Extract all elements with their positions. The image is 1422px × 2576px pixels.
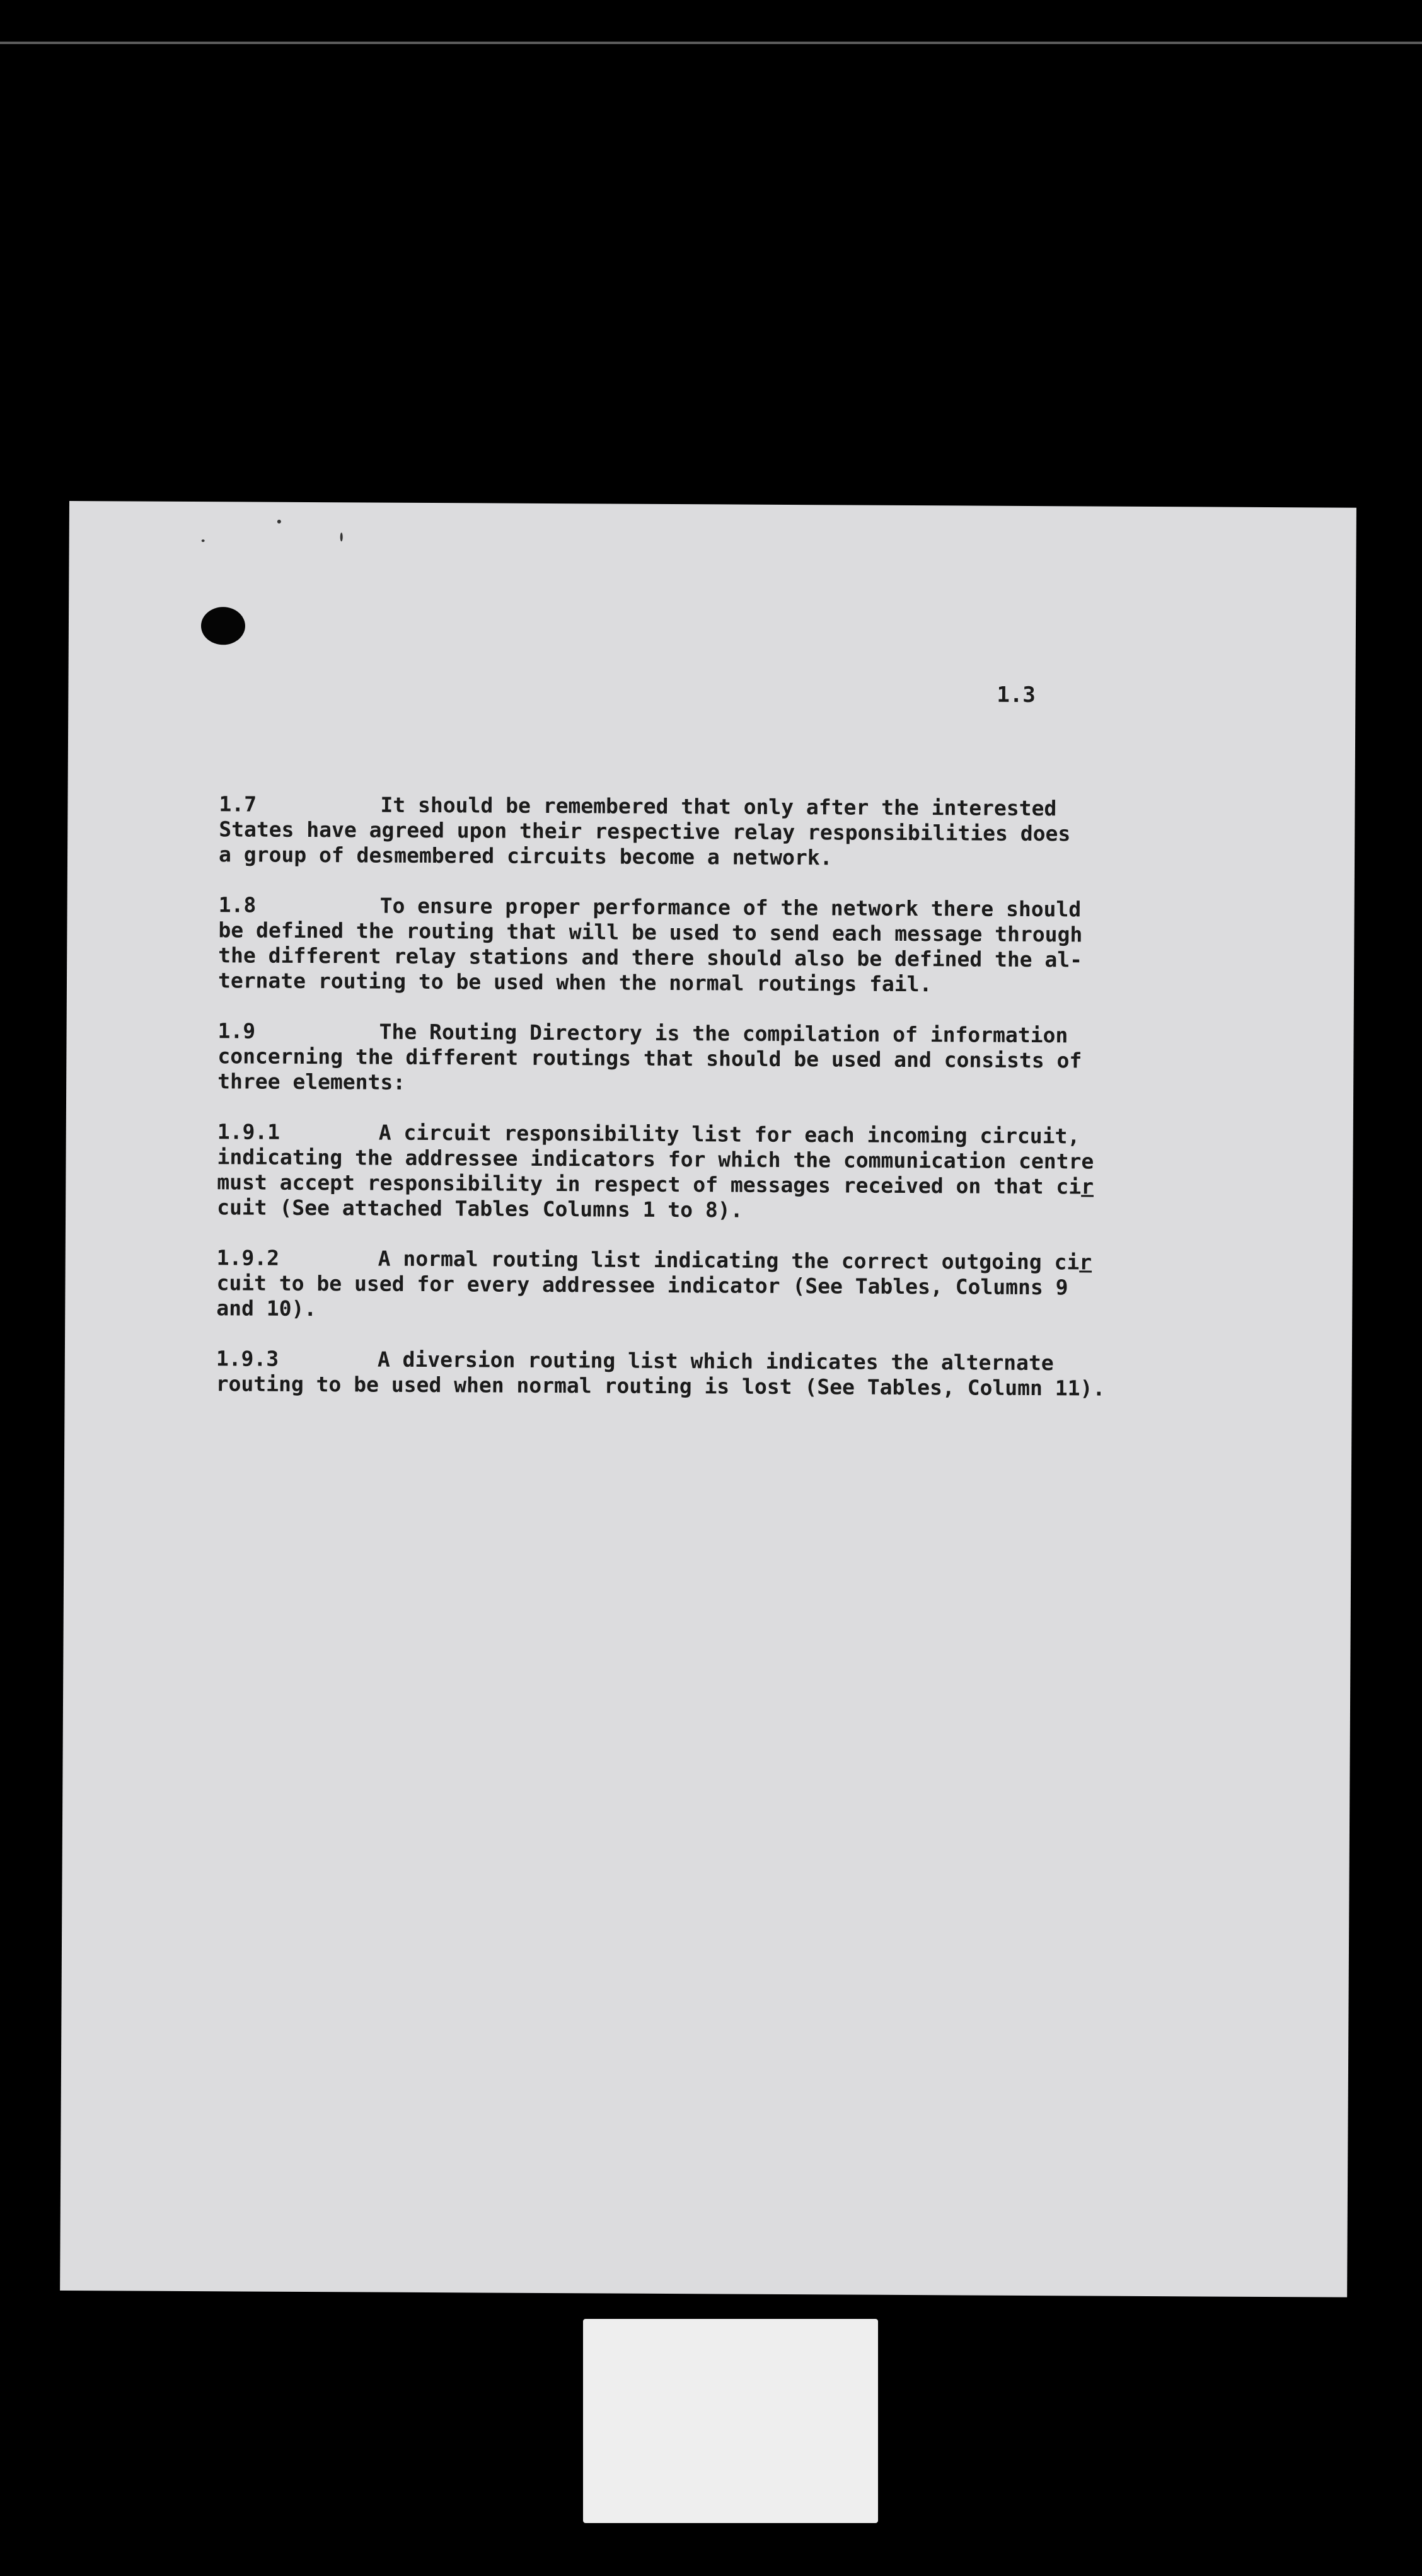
- paragraph-line: concerning the different routings that should be used and consists of: [217, 1044, 1082, 1073]
- paragraph-number: 1.9.3: [216, 1346, 279, 1371]
- speck: [340, 532, 343, 541]
- paragraph-line: A circuit responsibility list for each incoming circuit,: [378, 1120, 1080, 1149]
- paragraph-line: States have agreed upon their respective relay responsibilities does: [219, 817, 1071, 846]
- paragraph-line: three elements:: [217, 1069, 406, 1095]
- paragraph-line: A diversion routing list which indicates the alternate: [377, 1347, 1054, 1376]
- paragraph-1-7: [219, 791, 1203, 872]
- paragraph-line: and 10).: [216, 1296, 317, 1321]
- paragraph-number: 1.9: [217, 1018, 256, 1044]
- speck: [202, 539, 205, 542]
- paragraph-line: cuit to be used for every addressee indicator (See Tables, Columns 9: [216, 1270, 1068, 1300]
- paragraph-line: indicating the addressee indicators for which the communication centre: [217, 1144, 1094, 1174]
- paragraph-number: 1.9.2: [216, 1245, 280, 1270]
- paragraph-line: ternate routing to be used when the normal routings fail.: [217, 968, 932, 997]
- paragraph-line: routing to be used when normal routing is lost (See Tables, Column 11).: [216, 1371, 1106, 1401]
- paragraph-1-9-2: [216, 1245, 1200, 1326]
- document-body: [216, 791, 1202, 1427]
- paragraph-line: The Routing Directory is the compilation of information: [379, 1019, 1068, 1048]
- underlined-hyphen-letter: r: [1079, 1250, 1092, 1275]
- paragraph-line: must accept responsibility in respect of messages received on that ci: [217, 1170, 1082, 1199]
- paragraph-1-9-1: [217, 1119, 1201, 1225]
- paragraph-number: 1.7: [219, 791, 257, 817]
- paragraph-line: be defined the routing that will be used to send each message through: [218, 917, 1083, 947]
- paragraph-1-9-3: [216, 1346, 1199, 1401]
- paragraph-number: 1.8: [218, 892, 257, 917]
- paragraph-number: 1.9.1: [217, 1119, 280, 1144]
- punch-hole: [201, 607, 245, 645]
- document-page: [60, 501, 1356, 2297]
- paragraph-line: It should be remembered that only after the interested: [380, 792, 1057, 821]
- paragraph-line: cuit (See attached Tables Columns 1 to 8).: [217, 1195, 743, 1222]
- paragraph-1-9: [217, 1018, 1201, 1099]
- paragraph-line: a group of desmembered circuits become a network.: [218, 842, 833, 870]
- paragraph-line: the different relay stations and there should also be defined the al-: [218, 943, 1083, 972]
- speck: [277, 520, 281, 524]
- paragraph-1-8: [218, 892, 1202, 998]
- page-number: 1.3: [997, 682, 1036, 708]
- paragraph-line: A normal routing list indicating the correct outgoing ci: [378, 1246, 1080, 1275]
- film-tab: [583, 2319, 878, 2523]
- film-edge-line: [0, 42, 1422, 44]
- paragraph-line: To ensure proper performance of the network there should: [379, 893, 1082, 922]
- underlined-hyphen-letter: r: [1081, 1174, 1094, 1199]
